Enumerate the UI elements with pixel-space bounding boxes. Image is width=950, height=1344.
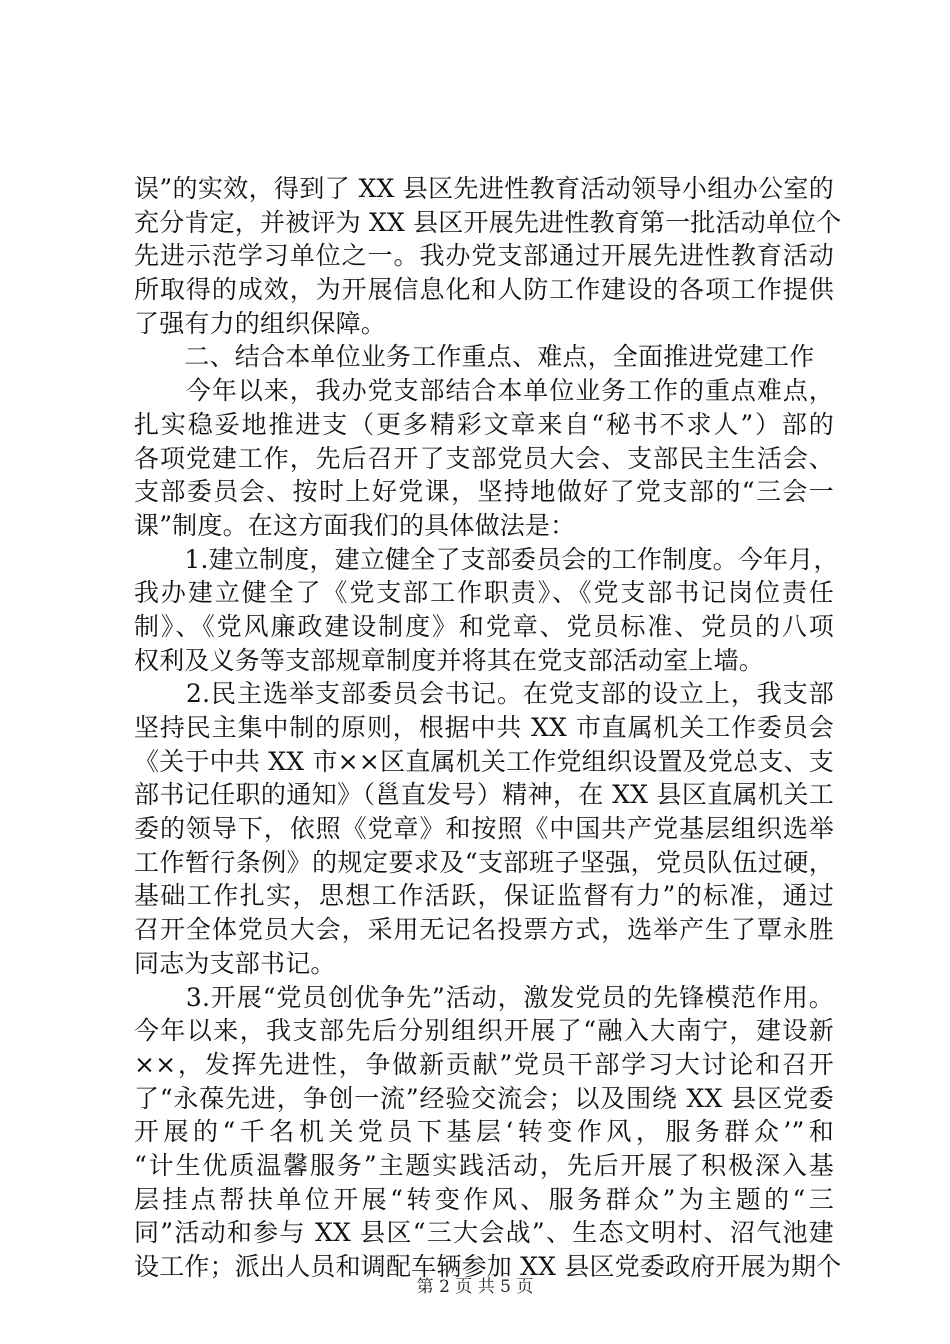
text-line: 3.开展“党员创优争先”活动，激发党员的先锋模范作用。 bbox=[134, 982, 834, 1012]
text-line: 所取得的成效，为开展信息化和人防工作建设的各项工作提供 bbox=[134, 275, 834, 305]
text-line: 我办建立健全了《党支部工作职责》、《党支部书记岗位责任 bbox=[134, 578, 834, 608]
text-line: 充分肯定，并被评为 XX 县区开展先进性教育第一批活动单位个 bbox=[134, 207, 842, 237]
text-line: 了强有力的组织保障。 bbox=[134, 308, 387, 338]
text-line: 支部委员会、按时上好党课，坚持地做好了党支部的“三会一 bbox=[134, 477, 834, 507]
text-line: 设工作；派出人员和调配车辆参加 XX 县区党委政府开展为期个 bbox=[134, 1252, 842, 1281]
text-line: 了“永葆先进，争创一流”经验交流会；以及围绕 XX 县区党委 bbox=[134, 1083, 834, 1113]
text-line: “计生优质温馨服务”主题实践活动，先后开展了积极深入基 bbox=[134, 1150, 834, 1180]
text-line: 召开全体党员大会，采用无记名投票方式，选举产生了覃永胜 bbox=[134, 915, 834, 945]
text-line: 先进示范学习单位之一。我办党支部通过开展先进性教育活动 bbox=[134, 241, 834, 271]
text-line: 《关于中共 XX 市××区直属机关工作党组织设置及党总支、支 bbox=[134, 746, 834, 776]
text-line: 误”的实效，得到了 XX 县区先进性教育活动领导小组办公室的 bbox=[134, 174, 834, 203]
text-line: 同志为支部书记。 bbox=[134, 948, 336, 978]
text-line: ××，发挥先进性，争做新贡献”党员干部学习大讨论和召开 bbox=[134, 1049, 834, 1079]
text-line: 委的领导下，依照《党章》和按照《中国共产党基层组织选举 bbox=[134, 814, 834, 844]
text-line: 二、结合本单位业务工作重点、难点，全面推进党建工作 bbox=[134, 342, 815, 372]
text-line: 2.民主选举支部委员会书记。在党支部的设立上，我支部 bbox=[134, 679, 834, 709]
text-line: 基础工作扎实，思想工作活跃，保证监督有力”的标准，通过 bbox=[134, 881, 834, 911]
text-line: 坚持民主集中制的原则，根据中共 XX 市直属机关工作委员会 bbox=[134, 713, 834, 742]
text-line: 部书记任职的通知》（邕直发号）精神，在 XX 县区直属机关工 bbox=[134, 780, 834, 810]
text-line: 课”制度。在这方面我们的具体做法是： bbox=[134, 510, 576, 540]
text-line: 制》、《党风廉政建设制度》和党章、党员标准、党员的八项 bbox=[134, 611, 834, 641]
page-footer: 第 2 页 共 5 页 bbox=[416, 1277, 534, 1297]
text-line: 开展的“千名机关党员下基层‘转变作风，服务群众’”和 bbox=[134, 1117, 834, 1147]
text-line: 1.建立制度，建立健全了支部委员会的工作制度。今年月， bbox=[134, 544, 839, 574]
text-line: 各项党建工作，先后召开了支部党员大会、支部民主生活会、 bbox=[134, 443, 834, 473]
text-line: 扎实稳妥地推进支（更多精彩文章来自“秘书不求人”）部的 bbox=[134, 409, 834, 439]
text-line: 层挂点帮扶单位开展“转变作风、服务群众”为主题的“三 bbox=[134, 1184, 834, 1214]
text-line: 工作暂行条例》的规定要求及“支部班子坚强，党员队伍过硬， bbox=[134, 847, 834, 877]
document-body bbox=[134, 172, 842, 1284]
text-line: 权利及义务等支部规章制度并将其在党支部活动室上墙。 bbox=[134, 645, 765, 675]
text-line: 今年以来，我支部先后分别组织开展了“融入大南宁，建设新 bbox=[134, 1016, 834, 1046]
text-line: 今年以来，我办党支部结合本单位业务工作的重点难点， bbox=[134, 376, 834, 406]
text-line: 同”活动和参与 XX 县区“三大会战”、生态文明村、沼气池建 bbox=[134, 1218, 834, 1248]
